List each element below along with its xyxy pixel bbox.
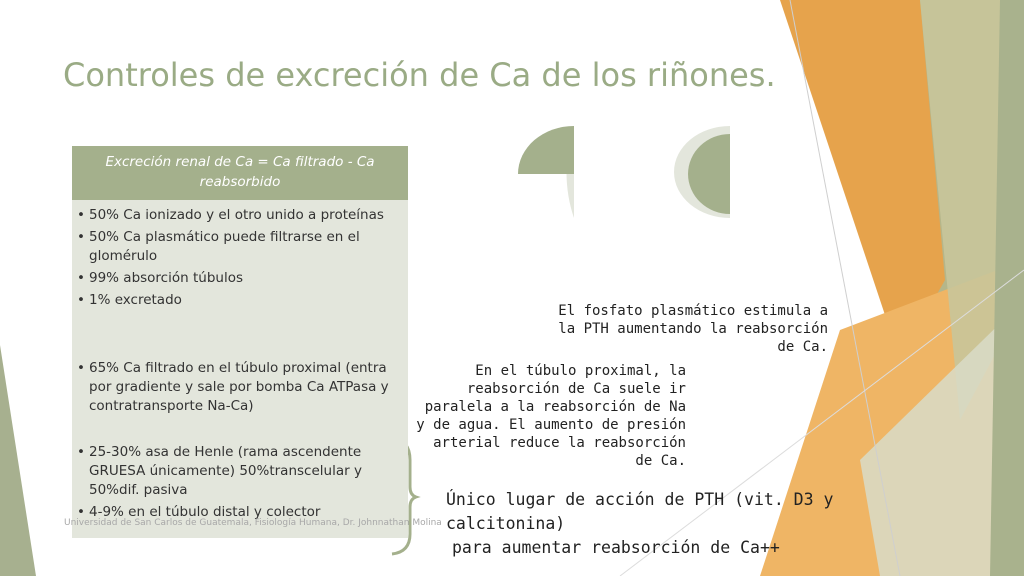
list-item: • 50% Ca plasmático puede filtrarse en el glomérulo bbox=[72, 228, 408, 266]
slide-title: Controles de excreción de Ca de los riñones. bbox=[63, 56, 776, 94]
list-item: • 65% Ca filtrado en el túbulo proximal (entra por gradiente y sale por bomba Ca ATPasa y contratransporte Na-Ca) bbox=[72, 359, 408, 416]
pth-text-line2: para aumentar reabsorción de Ca++ bbox=[452, 538, 780, 557]
circle-icon-right bbox=[674, 126, 730, 218]
circle-icon-left bbox=[518, 126, 574, 218]
list-item: • 25-30% asa de Henle (rama ascendente GRUESA únicamente) 50%transcelular y 50%dif. pasiva bbox=[72, 443, 408, 500]
formula-text: Excreción renal de Ca = Ca filtrado - Ca reabsorbido bbox=[105, 154, 375, 190]
list-item: • 99% absorción túbulos bbox=[72, 269, 408, 288]
left-green-wedge bbox=[0, 345, 36, 576]
footer-credit: Universidad de San Carlos de Guatemala, Fisiología Humana, Dr. Johnnathan Molina bbox=[64, 518, 442, 528]
tubulo-proximal-text: En el túbulo proximal, la reabsorción de Ca suele ir paralela a la reabsorción de Na y de agua. El aumento de presión arterial reduce la reabsorción de Ca. bbox=[416, 363, 686, 469]
fosfato-text: El fosfato plasmático estimula a la PTH aumentando la reabsorción de Ca. bbox=[558, 303, 828, 355]
bullet-list-2 bbox=[72, 359, 408, 419]
formula-header bbox=[72, 146, 408, 200]
bullet-list-1 bbox=[72, 206, 408, 313]
pth-text bbox=[446, 488, 906, 560]
list-item: • 50% Ca ionizado y el otro unido a proteínas bbox=[72, 206, 408, 225]
bullet-list-3 bbox=[72, 443, 408, 525]
list-item: • 4-9% en el túbulo distal y colector bbox=[72, 503, 408, 522]
list-item: • 1% excretado bbox=[72, 291, 408, 310]
pth-text-line1: Único lugar de acción de PTH (vit. D3 y calcitonina) bbox=[446, 490, 834, 533]
